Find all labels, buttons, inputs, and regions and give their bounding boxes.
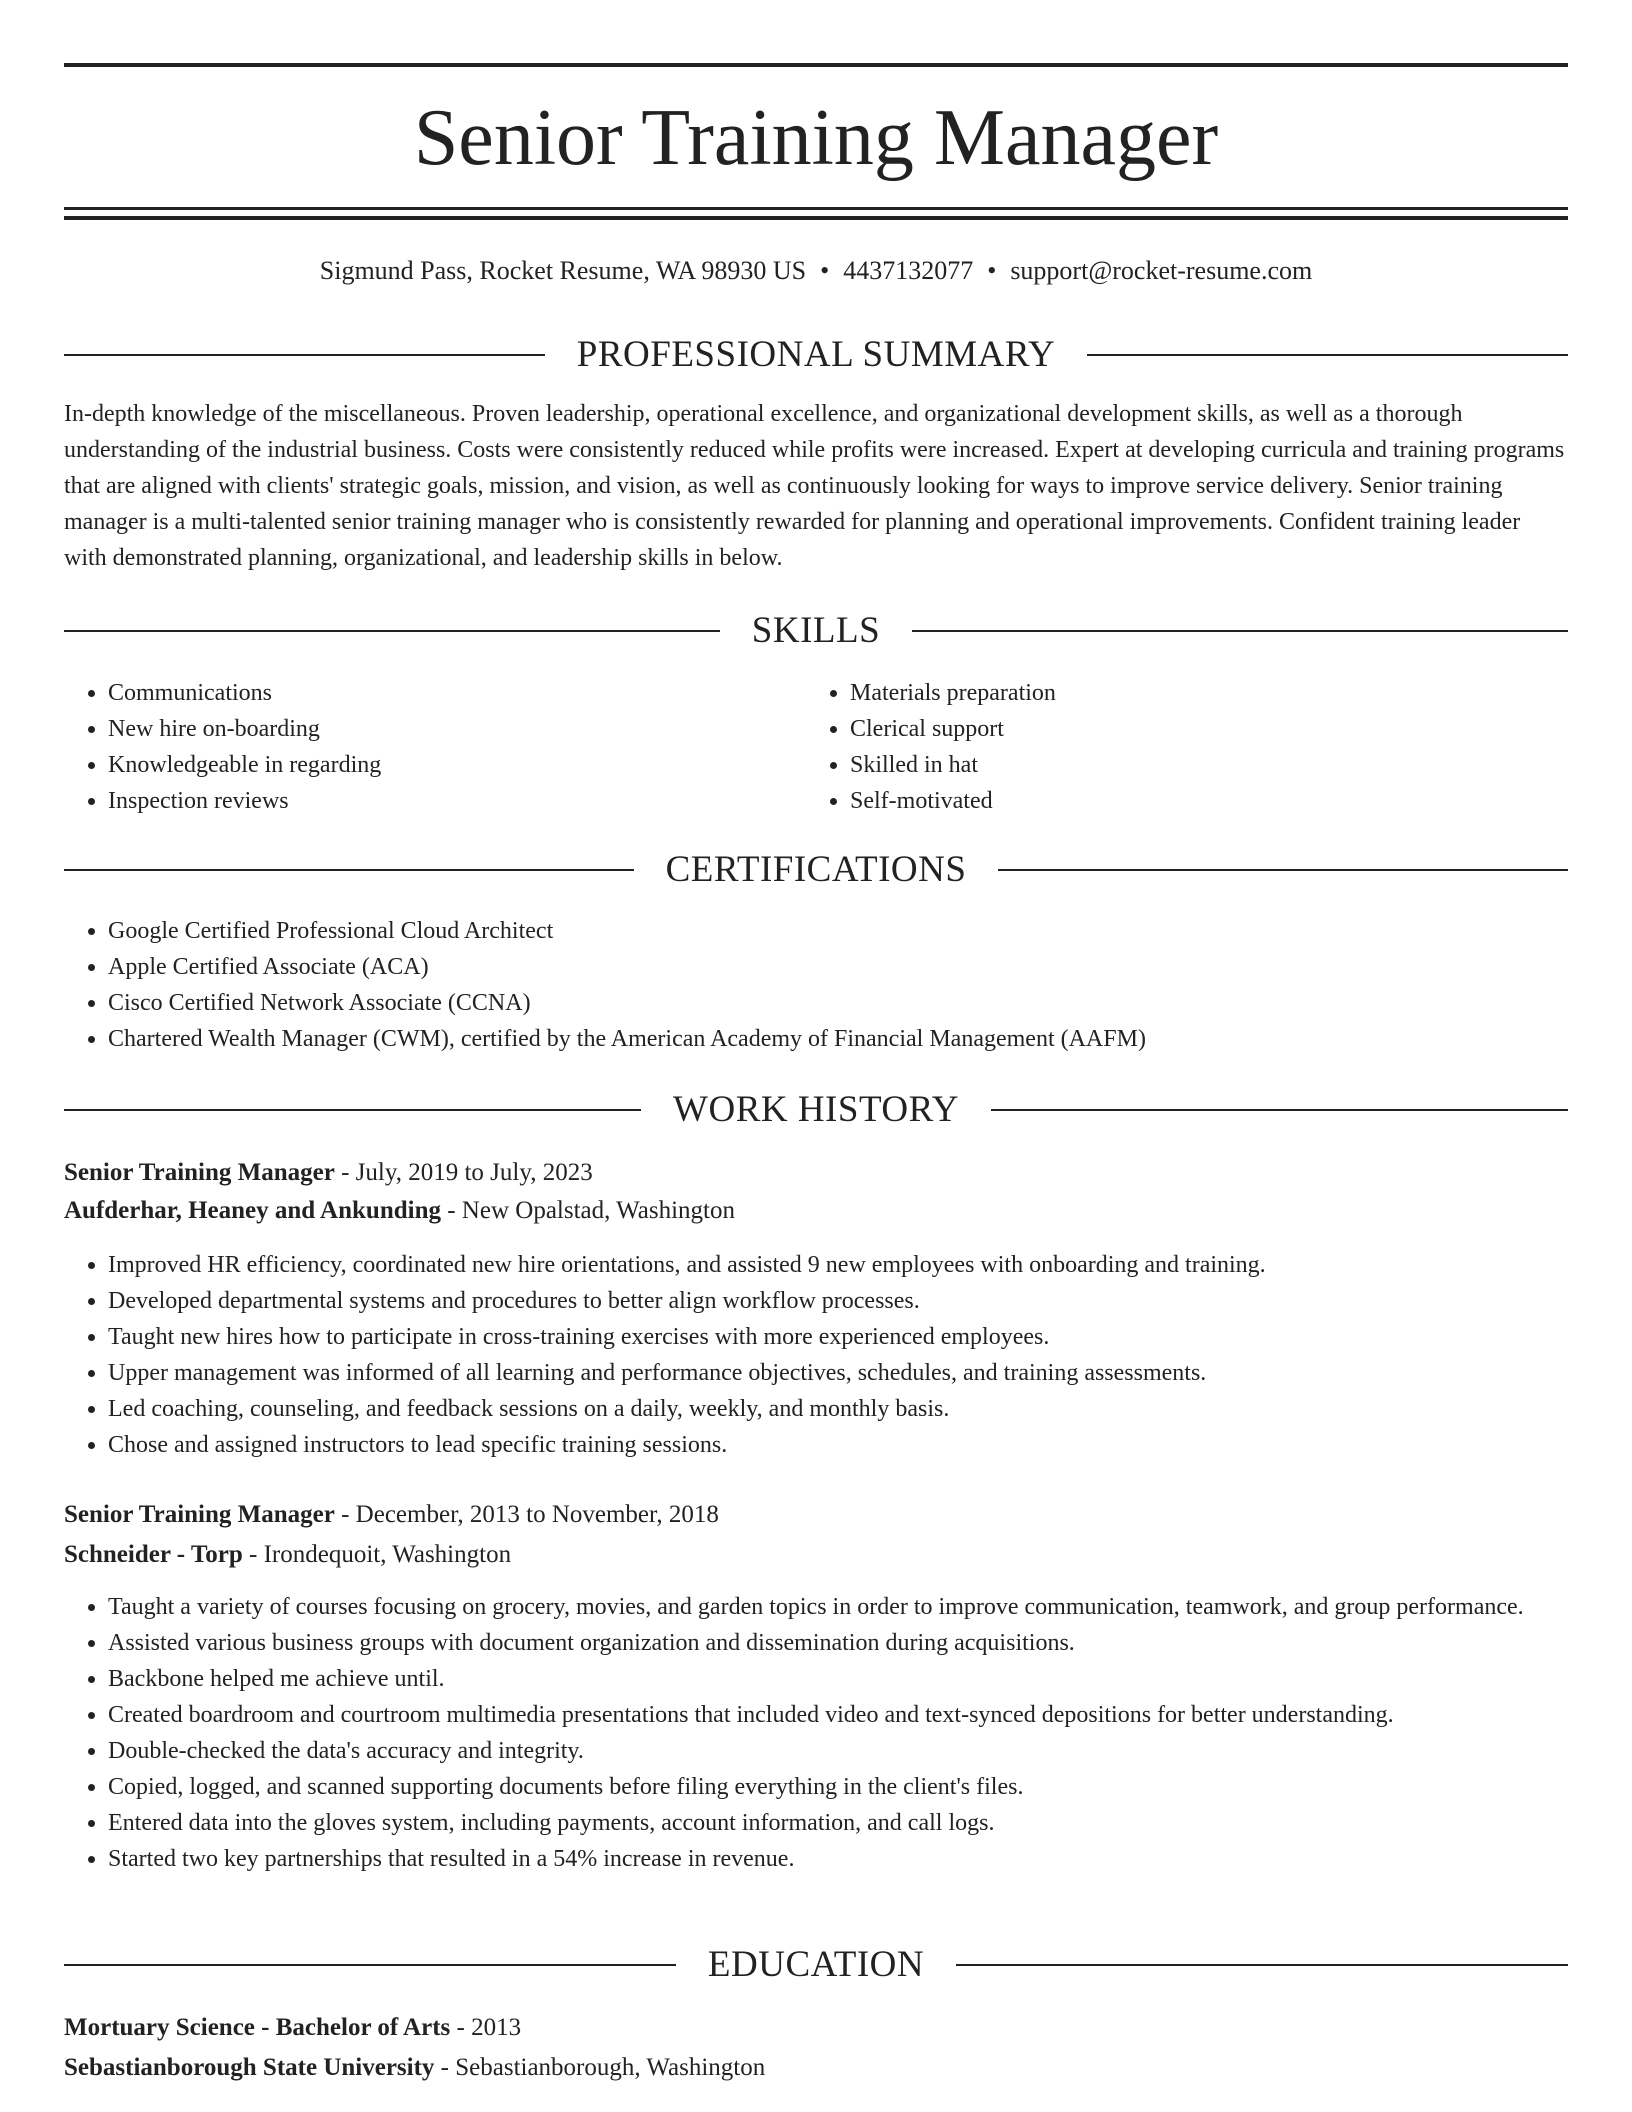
- skills-list-left: [64, 675, 808, 819]
- job-company-line: [64, 1536, 1568, 1574]
- job-bullets: [64, 1247, 1568, 1463]
- skill-item: • Clerical support: [850, 711, 1550, 747]
- job-title-line: [64, 1154, 1568, 1192]
- skills-list-right: [806, 675, 1550, 819]
- job-bullets: [64, 1589, 1528, 1877]
- contact-separator: •: [987, 256, 997, 285]
- job-bullet: • Taught new hires how to participate in cross-training exercises with more experienced employees.: [108, 1319, 1568, 1355]
- section-header-education: [64, 1940, 1568, 1990]
- job-bullet: • Double-checked the data's accuracy and integrity.: [108, 1733, 1528, 1769]
- divider-line: [64, 1109, 641, 1111]
- divider-line: [64, 630, 720, 632]
- divider-line: [998, 869, 1568, 871]
- section-heading: SKILLS: [751, 610, 881, 651]
- job-company-line: [64, 1192, 1568, 1230]
- certification-item: • Chartered Wealth Manager (CWM), certified by the American Academy of Financial Management (AAFM): [108, 1021, 1568, 1057]
- skill-item: • Skilled in hat: [850, 747, 1550, 783]
- job-bullet: • Taught a variety of courses focusing on grocery, movies, and garden topics in order to improve communication, teamwork, and group performance.: [108, 1589, 1528, 1625]
- contact-phone: 4437132077: [843, 256, 974, 285]
- job-location: - Irondequoit, Washington: [242, 1541, 512, 1568]
- certification-item: • Google Certified Professional Cloud Architect: [108, 913, 1568, 949]
- job-bullet: • Started two key partnerships that resulted in a 54% increase in revenue.: [108, 1841, 1528, 1877]
- skill-item: • Self-motivated: [850, 783, 1550, 819]
- job-title: Senior Training Manager: [64, 1501, 335, 1528]
- education-degree-line: [64, 2009, 1568, 2047]
- top-rule: [64, 63, 1568, 67]
- job-bullet: • Copied, logged, and scanned supporting documents before filing everything in the client's files.: [108, 1769, 1528, 1805]
- contact-email: support@rocket-resume.com: [1010, 256, 1313, 285]
- divider-line: [1087, 354, 1568, 356]
- job-bullet: • Chose and assigned instructors to lead specific training sessions.: [108, 1427, 1568, 1463]
- job-bullet: • Entered data into the gloves system, including payments, account information, and call logs.: [108, 1805, 1528, 1841]
- certification-item: • Apple Certified Associate (ACA): [108, 949, 1568, 985]
- section-heading: EDUCATION: [707, 1944, 925, 1985]
- contact-separator: •: [820, 256, 830, 285]
- education-school: Sebastianborough State University: [64, 2054, 435, 2081]
- section-header-skills: [64, 606, 1568, 656]
- section-heading: CERTIFICATIONS: [665, 849, 967, 890]
- divider-line: [912, 630, 1568, 632]
- section-header-summary: [64, 330, 1568, 380]
- education-degree: Mortuary Science - Bachelor of Arts: [64, 2014, 451, 2041]
- job-location: - New Opalstad, Washington: [440, 1197, 735, 1224]
- resume-title: Senior Training Manager: [413, 94, 1219, 182]
- job-bullet: • Led coaching, counseling, and feedback sessions on a daily, weekly, and monthly basis.: [108, 1391, 1568, 1427]
- title-rule-upper: [64, 207, 1568, 210]
- section-heading: WORK HISTORY: [673, 1089, 959, 1130]
- job-bullet: • Assisted various business groups with document organization and dissemination during acquisitions.: [108, 1625, 1528, 1661]
- job-dates: - July, 2019 to July, 2023: [334, 1159, 593, 1186]
- skill-item: • Communications: [108, 675, 808, 711]
- certifications-list: [64, 913, 1568, 1057]
- contact-address: Sigmund Pass, Rocket Resume, WA 98930 US: [319, 256, 807, 285]
- section-heading: PROFESSIONAL SUMMARY: [576, 334, 1056, 375]
- job-title-line: [64, 1496, 1568, 1534]
- job-bullet: • Upper management was informed of all learning and performance objectives, schedules, and training assessments.: [108, 1355, 1568, 1391]
- job-bullet: • Backbone helped me achieve until.: [108, 1661, 1528, 1697]
- divider-line: [64, 869, 634, 871]
- certification-item: • Cisco Certified Network Associate (CCNA): [108, 985, 1568, 1021]
- skill-item: • Knowledgeable in regarding: [108, 747, 808, 783]
- job-company: Aufderhar, Heaney and Ankunding: [64, 1197, 441, 1224]
- job-company: Schneider - Torp: [64, 1541, 243, 1568]
- section-header-certifications: [64, 845, 1568, 895]
- skill-item: • Materials preparation: [850, 675, 1550, 711]
- skill-item: • Inspection reviews: [108, 783, 808, 819]
- education-location: - Sebastianborough, Washington: [434, 2054, 766, 2081]
- title-rule-lower: [64, 216, 1568, 220]
- job-bullet: • Created boardroom and courtroom multimedia presentations that included video and text-synced depositions for better understanding.: [108, 1697, 1528, 1733]
- job-bullet: • Improved HR efficiency, coordinated new hire orientations, and assisted 9 new employees with onboarding and training.: [108, 1247, 1568, 1283]
- section-header-work: [64, 1085, 1568, 1135]
- job-bullet: • Developed departmental systems and procedures to better align workflow processes.: [108, 1283, 1568, 1319]
- divider-line: [64, 354, 545, 356]
- contact-line: [64, 253, 1568, 289]
- job-title: Senior Training Manager: [64, 1159, 335, 1186]
- summary-text: In-depth knowledge of the miscellaneous. Proven leadership, operational excellence, and organizational development skills, as well as a thorough understanding of the industrial business. Costs were consistently reduced while profits were increased. Expert at developing curricula and training programs that are aligned with clients' strategic goals, mission, and vision, as well as continuously looking for ways to improve service delivery. Senior training manager is a multi-talented senior training manager who is consistently rewarded for planning and operational improvements. Confident training leader with demonstrated planning, organizational, and leadership skills in below.: [64, 401, 1565, 571]
- divider-line: [956, 1964, 1568, 1966]
- skill-item: • New hire on-boarding: [108, 711, 808, 747]
- education-school-line: [64, 2049, 1568, 2087]
- divider-line: [64, 1964, 676, 1966]
- job-dates: - December, 2013 to November, 2018: [334, 1501, 719, 1528]
- education-year: - 2013: [450, 2014, 522, 2041]
- divider-line: [991, 1109, 1568, 1111]
